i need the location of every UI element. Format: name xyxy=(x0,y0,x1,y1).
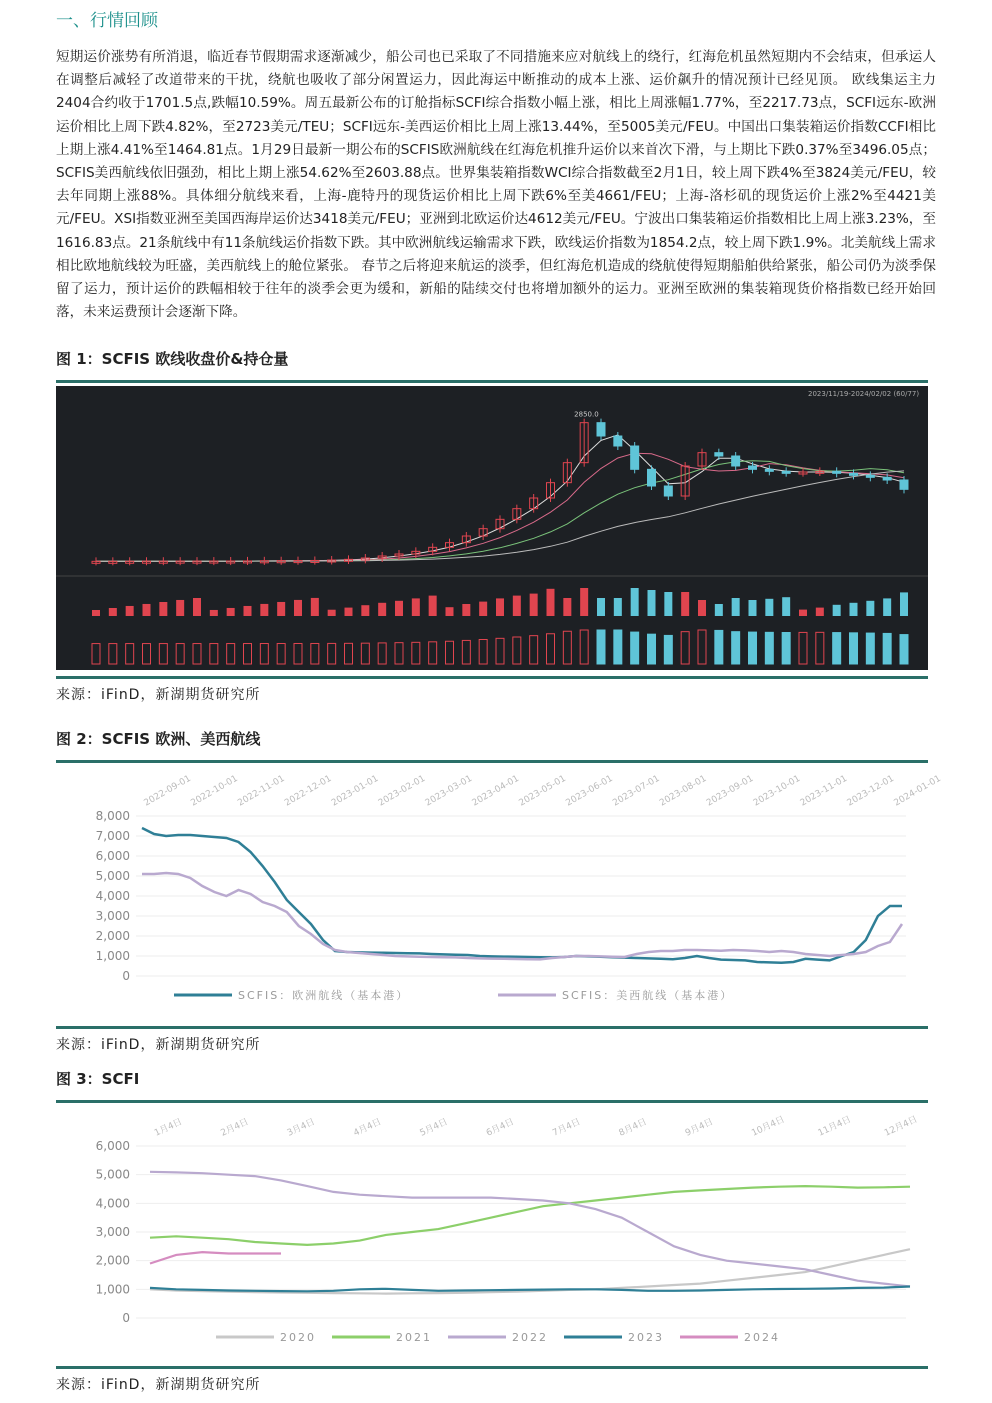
moving-average-line xyxy=(96,461,904,562)
open-interest-bar xyxy=(530,636,538,664)
volume-bar xyxy=(530,594,538,616)
volume-bar xyxy=(227,608,235,616)
chart-range-label: 2023/11/19-2024/02/02 (60/77) xyxy=(808,390,920,398)
x-date-label: 2022-12-01 xyxy=(283,773,334,809)
open-interest-bar xyxy=(749,632,757,664)
figure-1-source: 来源：iFinD，新湖期货研究所 xyxy=(56,687,261,703)
candle-body xyxy=(866,475,874,477)
volume-bar xyxy=(479,602,487,616)
open-interest-bar xyxy=(210,644,218,664)
x-date-label: 2023-08-01 xyxy=(658,773,709,809)
volume-bar xyxy=(429,596,437,616)
volume-bar xyxy=(143,604,151,616)
open-interest-bar xyxy=(563,631,571,664)
y-tick-label: 5,000 xyxy=(95,1167,130,1182)
open-interest-bar xyxy=(496,638,504,664)
volume-bar xyxy=(277,602,285,616)
x-date-label: 12月4日 xyxy=(883,1114,920,1139)
y-tick-label: 3,000 xyxy=(95,909,130,923)
peak-price-label: 2850.0 xyxy=(574,410,599,419)
open-interest-bar xyxy=(799,632,807,664)
open-interest-bar xyxy=(833,633,841,664)
x-date-label: 2023-05-01 xyxy=(517,773,568,809)
volume-bar xyxy=(210,610,218,616)
open-interest-bar xyxy=(395,643,403,664)
candle-body xyxy=(833,471,841,473)
volume-bar xyxy=(698,600,706,616)
volume-bar xyxy=(462,604,470,616)
x-date-label: 9月4日 xyxy=(683,1117,715,1139)
open-interest-bar xyxy=(126,644,134,664)
open-interest-bar xyxy=(92,644,100,664)
open-interest-bar xyxy=(883,633,891,664)
open-interest-bar xyxy=(378,643,386,664)
open-interest-bar xyxy=(328,643,336,664)
volume-bar xyxy=(715,604,723,616)
candlestick-chart xyxy=(56,386,928,670)
y-tick-label: 0 xyxy=(122,969,130,983)
volume-bar xyxy=(328,610,336,616)
x-date-label: 2023-03-01 xyxy=(423,773,475,809)
volume-bar xyxy=(614,598,622,616)
volume-bar xyxy=(648,590,656,616)
open-interest-bar xyxy=(412,642,420,664)
volume-bar xyxy=(395,601,403,616)
figure-1-rule xyxy=(56,380,928,383)
figure-3-title: 图 3：SCFI xyxy=(56,1070,140,1088)
x-date-label: 1月4日 xyxy=(153,1117,184,1139)
open-interest-bar xyxy=(580,630,588,664)
open-interest-bar xyxy=(462,640,470,664)
x-date-label: 10月4日 xyxy=(750,1114,787,1139)
open-interest-bar xyxy=(277,644,285,664)
volume-bar xyxy=(361,605,369,616)
volume-bar xyxy=(681,592,689,616)
x-date-label: 5月4日 xyxy=(418,1117,450,1139)
open-interest-bar xyxy=(782,633,790,665)
volume-bar xyxy=(513,596,521,616)
legend-label: 2022 xyxy=(512,1331,548,1344)
volume-bar xyxy=(816,608,824,616)
open-interest-bar xyxy=(866,633,874,664)
moving-average-line xyxy=(96,453,904,561)
series-line xyxy=(150,1172,910,1287)
open-interest-bar xyxy=(345,643,353,664)
x-date-label: 2024-01-01 xyxy=(892,773,943,809)
y-tick-label: 3,000 xyxy=(95,1225,130,1239)
y-tick-label: 7,000 xyxy=(95,829,130,843)
candle-body xyxy=(631,446,639,469)
volume-bar xyxy=(563,598,571,616)
open-interest-bar xyxy=(664,635,672,664)
x-date-label: 2023-11-01 xyxy=(798,773,850,809)
volume-bar xyxy=(580,588,588,616)
series-line xyxy=(150,1252,281,1263)
y-tick-label: 5,000 xyxy=(95,869,130,883)
legend-label: 2021 xyxy=(396,1331,432,1344)
y-tick-label: 6,000 xyxy=(95,1139,130,1153)
open-interest-bar xyxy=(631,632,639,664)
open-interest-bar xyxy=(681,632,689,664)
volume-bar xyxy=(294,600,302,616)
scfi-line-chart xyxy=(56,1108,928,1364)
candle-body xyxy=(749,466,757,469)
volume-bar xyxy=(850,603,858,616)
volume-bar xyxy=(244,606,252,616)
open-interest-bar xyxy=(294,643,302,664)
open-interest-bar xyxy=(765,632,773,664)
x-date-label: 2022-11-01 xyxy=(236,773,287,809)
figure-3-source: 来源：iFinD，新湖期货研究所 xyxy=(56,1377,261,1393)
legend-label: 2023 xyxy=(628,1331,664,1344)
y-tick-label: 0 xyxy=(122,1311,130,1325)
open-interest-bar xyxy=(159,644,167,664)
y-tick-label: 1,000 xyxy=(95,949,130,963)
open-interest-bar xyxy=(715,630,723,664)
volume-bar xyxy=(126,606,134,616)
volume-bar xyxy=(345,608,353,616)
volume-bar xyxy=(378,603,386,616)
volume-bar xyxy=(799,610,807,616)
legend-label: 2024 xyxy=(744,1331,780,1344)
y-tick-label: 6,000 xyxy=(95,849,130,863)
y-tick-label: 1,000 xyxy=(95,1282,130,1297)
volume-bar xyxy=(260,604,268,616)
x-date-label: 2023-04-01 xyxy=(470,773,521,809)
volume-bar xyxy=(311,598,319,616)
y-tick-label: 2,000 xyxy=(95,929,130,943)
volume-bar xyxy=(159,602,167,616)
open-interest-bar xyxy=(260,644,268,664)
y-tick-label: 4,000 xyxy=(95,1196,130,1211)
x-date-label: 2023-07-01 xyxy=(611,773,662,809)
series-line xyxy=(150,1249,910,1293)
x-date-label: 2022-10-01 xyxy=(189,773,240,809)
open-interest-bar xyxy=(446,641,454,664)
open-interest-bar xyxy=(547,634,555,664)
figure-3-chart xyxy=(56,1108,928,1364)
candle-body xyxy=(782,471,790,473)
figure-1-bottom-rule xyxy=(56,676,928,679)
x-date-label: 2月4日 xyxy=(219,1117,251,1139)
volume-bar xyxy=(883,598,891,616)
open-interest-bar xyxy=(614,630,622,664)
candle-body xyxy=(715,453,723,456)
open-interest-bar xyxy=(479,640,487,665)
x-date-label: 7月4日 xyxy=(551,1117,583,1139)
y-tick-label: 8,000 xyxy=(95,809,130,823)
open-interest-bar xyxy=(816,632,824,664)
figure-2-bottom-rule xyxy=(56,1026,928,1029)
candle-body xyxy=(664,486,672,496)
section-title: 一、行情回顾 xyxy=(56,11,158,31)
scfis-line-chart xyxy=(56,766,943,1022)
candle-body xyxy=(648,469,656,486)
candle-body xyxy=(597,423,605,436)
series-line xyxy=(150,1186,910,1245)
figure-2-chart xyxy=(56,766,943,1022)
figure-2-source: 来源：iFinD，新湖期货研究所 xyxy=(56,1037,261,1053)
open-interest-bar xyxy=(109,644,117,664)
x-date-label: 2023-09-01 xyxy=(705,773,756,809)
figure-3-rule xyxy=(56,1100,928,1103)
candle-body xyxy=(850,473,858,475)
volume-bar xyxy=(547,589,555,616)
moving-average-line xyxy=(96,435,904,561)
x-date-label: 2023-10-01 xyxy=(751,773,803,809)
y-tick-label: 2,000 xyxy=(95,1253,130,1268)
open-interest-bar xyxy=(900,635,908,664)
volume-bar xyxy=(833,605,841,616)
candle-body xyxy=(614,436,622,446)
volume-bar xyxy=(631,588,639,616)
candle-body xyxy=(900,480,908,489)
open-interest-bar xyxy=(311,643,319,664)
open-interest-bar xyxy=(732,632,740,664)
open-interest-bar xyxy=(143,644,151,664)
open-interest-bar xyxy=(648,634,656,664)
volume-bar xyxy=(446,607,454,616)
x-date-label: 8月4日 xyxy=(617,1117,649,1139)
open-interest-bar xyxy=(361,643,369,664)
open-interest-bar xyxy=(244,644,252,664)
figure-2-title: 图 2：SCFIS 欧洲、美西航线 xyxy=(56,730,261,748)
legend-label: SCFIS：欧洲航线（基本港） xyxy=(238,989,410,1002)
volume-bar xyxy=(782,597,790,616)
y-tick-label: 4,000 xyxy=(95,889,130,903)
legend-label: 2020 xyxy=(280,1331,316,1344)
legend-label: SCFIS：美西航线（基本港） xyxy=(562,989,734,1002)
open-interest-bar xyxy=(176,644,184,664)
volume-bar xyxy=(193,598,201,616)
figure-1-title: 图 1：SCFIS 欧线收盘价&持仓量 xyxy=(56,350,289,368)
volume-bar xyxy=(412,598,420,616)
open-interest-bar xyxy=(193,644,201,664)
candle-body xyxy=(732,456,740,466)
volume-bar xyxy=(900,592,908,616)
x-date-label: 11月4日 xyxy=(816,1114,853,1139)
open-interest-bar xyxy=(597,630,605,664)
x-date-label: 4月4日 xyxy=(352,1117,384,1139)
x-date-label: 2023-01-01 xyxy=(330,773,381,809)
volume-bar xyxy=(732,598,740,616)
x-date-label: 2023-02-01 xyxy=(376,773,428,809)
volume-bar xyxy=(765,599,773,616)
x-date-label: 2023-06-01 xyxy=(564,773,615,809)
volume-bar xyxy=(866,601,874,616)
figure-2-rule xyxy=(56,760,928,763)
x-date-label: 6月4日 xyxy=(484,1117,516,1139)
candle-body xyxy=(765,469,773,471)
open-interest-bar xyxy=(698,630,706,664)
open-interest-bar xyxy=(513,637,521,664)
x-date-label: 2022-09-01 xyxy=(142,773,193,809)
volume-bar xyxy=(597,598,605,616)
volume-bar xyxy=(749,600,757,616)
figure-1-chart xyxy=(56,386,928,670)
open-interest-bar xyxy=(227,644,235,664)
open-interest-bar xyxy=(850,633,858,664)
open-interest-bar xyxy=(429,642,437,664)
market-review-paragraph: 短期运价涨势有所消退，临近春节假期需求逐渐减少，船公司也已采取了不同措施来应对航线上的绕行，红海危机虽然短期内不会结束，但承运人在调整后减轻了改道带来的干扰，绕航也吸收了部分闲置运力，因此海运中断推动的成本上涨、运价飙升的情况预计已经见顶。 欧线集运主力2404合约收于1701.5点,跌幅10.59%。周五最新公布的订舱指标SCFI综合指数小幅上涨，相比上周涨幅1.77%，至2217.73点，SCFI远东-欧洲运价相比上周下跌4.82%，至2723美元/TEU；SCFI远东-美西运价相比上周上涨13.44%，至5005美元/FEU。中国出口集装箱运价指数CCFI相比上期上涨4.41%至1464.81点。1月29日最新一期公布的SCFIS欧洲航线在红海危机推升运价以来首次下滑，与上期比下跌0.37%至3496.05点；SCFIS美西航线依旧强劲，相比上期上涨54.62%至2603.88点。世界集装箱指数WCI综合指数截至2月1日，较上周下跌4%至3824美元/FEU，较去年同期上涨88%。具体细分航线来看，上海-鹿特丹的现货运价相比上周下跌6%至美4661/FEU；上海-洛杉矶的现货运价上涨2%至4421美元/FEU。XSI指数亚洲至美国西海岸运价达3418美元/FEU；亚洲到北欧运价达4612美元/FEU。宁波出口集装箱运价指数相比上周上涨3.23%，至1616.83点。21条航线中有11条航线运价指数下跌。其中欧洲航线运输需求下跌，欧线运价指数为1854.2点，较上周下跌1.9%。北美航线上需求相比欧地航线较为旺盛，美西航线上的舱位紧张。 春节之后将迎来航运的淡季，但红海危机造成的绕航使得短期船舶供给紧张，船公司仍为淡季保留了运力，预计运价的跌幅相较于往年的淡季会更为缓和，新船的陆续交付也将增加额外的运力。亚洲至欧洲的集装箱现货价格指数已经开始回落，未来运费预计会逐渐下降。 xyxy=(56,49,936,321)
volume-bar xyxy=(496,598,504,616)
x-date-label: 2023-12-01 xyxy=(845,773,896,809)
volume-bar xyxy=(92,610,100,616)
series-line xyxy=(142,828,902,963)
volume-bar xyxy=(109,608,117,616)
volume-bar xyxy=(664,592,672,616)
x-date-label: 3月4日 xyxy=(285,1117,317,1139)
volume-bar xyxy=(176,600,184,616)
figure-3-bottom-rule xyxy=(56,1366,928,1369)
candle-body xyxy=(883,477,891,480)
